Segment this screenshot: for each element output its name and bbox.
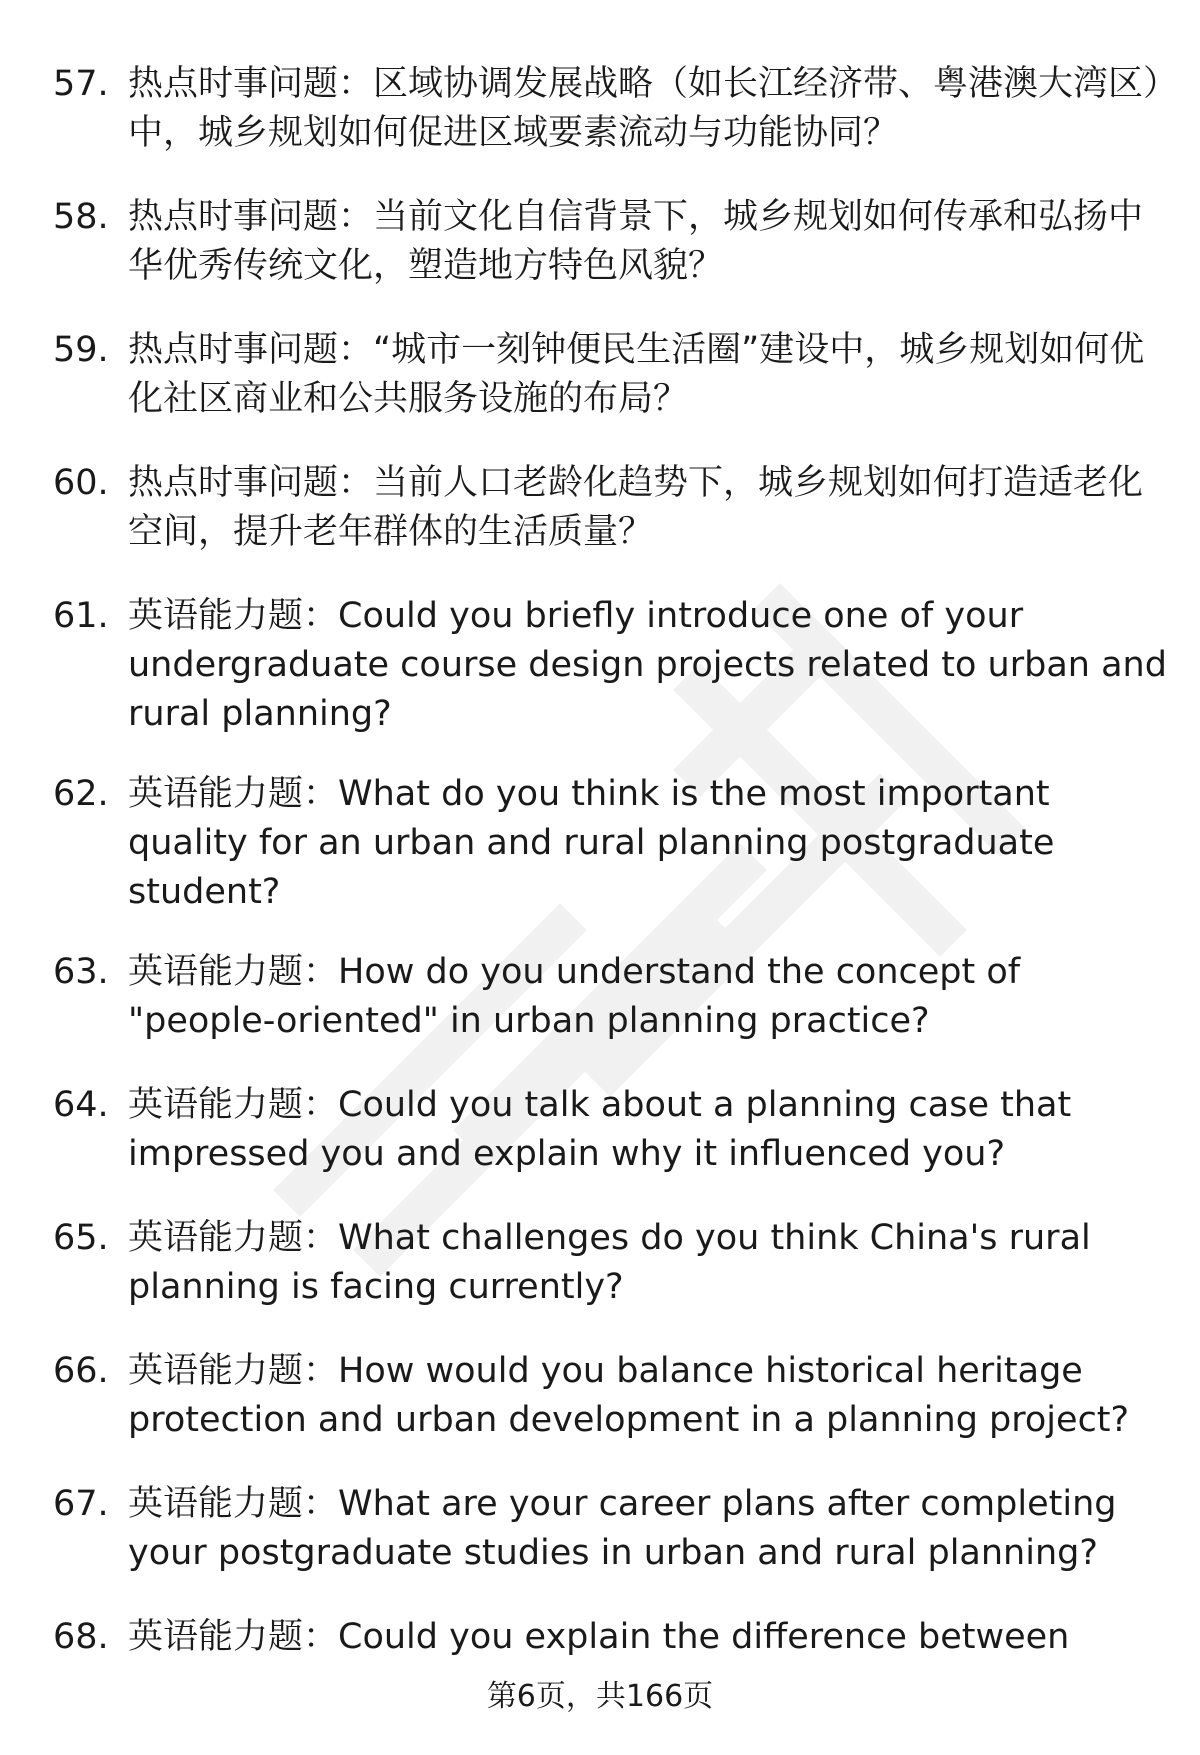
question-category: 英语能力题： (128, 596, 339, 636)
question-body: What are your career plans after completing your postgraduate studies in urban and rural planning? (128, 1484, 1117, 1573)
question-text (128, 193, 1168, 291)
question-category: 英语能力题： (128, 1218, 339, 1258)
question-body: 区域协调发展战略（如长江经济带、粤港澳大湾区）中，城乡规划如何促进区域要素流动与功能协同？ (128, 64, 1161, 153)
question-text (128, 459, 1168, 557)
question-body: Could you briefly introduce one of your undergraduate course design projects related to urban and rural planning? (128, 596, 1167, 734)
question-number: 60. (53, 463, 109, 503)
question-item (0, 592, 1200, 770)
question-number: 66. (53, 1351, 109, 1391)
question-number: 65. (53, 1218, 109, 1258)
question-number: 62. (53, 774, 109, 814)
question-item (0, 1214, 1200, 1347)
question-text (128, 1480, 1168, 1578)
question-category: 热点时事问题： (128, 64, 374, 104)
question-item (0, 770, 1200, 948)
question-body: “城市一刻钟便民生活圈”建设中，城乡规划如何优化社区商业和公共服务设施的布局？ (128, 330, 1145, 419)
question-text (128, 326, 1168, 424)
question-item (0, 193, 1200, 326)
question-body: 当前文化自信背景下，城乡规划如何传承和弘扬中华优秀传统文化，塑造地方特色风貌？ (128, 197, 1144, 286)
question-category: 热点时事问题： (128, 330, 374, 370)
question-category: 英语能力题： (128, 1351, 339, 1391)
question-body: How would you balance historical heritage protection and urban development in a planning project? (128, 1351, 1130, 1440)
question-list (0, 60, 1200, 1673)
question-number: 61. (53, 596, 109, 636)
question-number: 64. (53, 1085, 109, 1125)
question-body: What challenges do you think China's rural planning is facing currently? (128, 1218, 1091, 1307)
question-text (128, 1081, 1168, 1179)
question-number: 59. (53, 330, 109, 370)
question-text (128, 770, 1168, 917)
question-item (0, 326, 1200, 459)
question-item (0, 948, 1200, 1081)
question-text (128, 60, 1168, 158)
question-item (0, 459, 1200, 592)
question-number: 68. (53, 1617, 109, 1657)
question-text (128, 1214, 1168, 1312)
question-body: 当前人口老龄化趋势下，城乡规划如何打造适老化空间，提升老年群体的生活质量？ (128, 463, 1144, 552)
question-category: 英语能力题： (128, 774, 339, 814)
question-text (128, 948, 1168, 1046)
question-item (0, 1613, 1200, 1673)
question-body: Could you talk about a planning case that impressed you and explain why it influenced you? (128, 1085, 1072, 1174)
question-category: 英语能力题： (128, 1085, 339, 1125)
question-category: 热点时事问题： (128, 197, 374, 237)
question-body: What do you think is the most important quality for an urban and rural planning postgraduate student? (128, 774, 1055, 912)
question-category: 英语能力题： (128, 1617, 339, 1657)
question-category: 热点时事问题： (128, 463, 374, 503)
question-text (128, 1347, 1168, 1445)
question-number: 57. (53, 64, 109, 104)
question-body: How do you understand the concept of "people-oriented" in urban planning practice? (128, 952, 1021, 1041)
question-text (128, 1613, 1168, 1662)
question-category: 英语能力题： (128, 1484, 339, 1524)
question-item (0, 1081, 1200, 1214)
question-text (128, 592, 1168, 739)
question-item (0, 1347, 1200, 1480)
question-category: 英语能力题： (128, 952, 339, 992)
question-item (0, 60, 1200, 193)
page-number-footer: 第6页，共166页 (486, 1679, 714, 1714)
question-number: 63. (53, 952, 109, 992)
question-item (0, 1480, 1200, 1613)
question-body: Could you explain the difference between (338, 1617, 1070, 1657)
question-number: 67. (53, 1484, 109, 1524)
question-number: 58. (53, 197, 109, 237)
